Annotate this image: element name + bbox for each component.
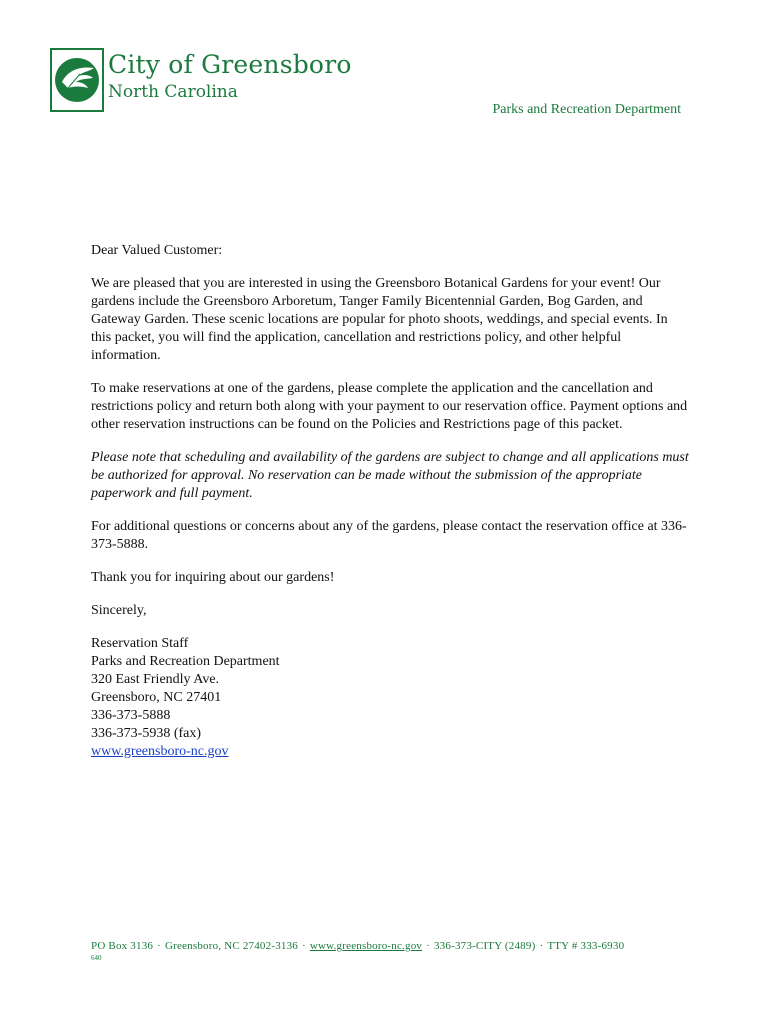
paragraph-reservations: To make reservations at one of the gardens, please complete the application and the cancellation and restrictions policy and return both along with your payment to our reservation office. Payment options and other reservation instructions can be found on the Policies and Restrictions page of this packet.	[91, 381, 688, 432]
salutation: Dear Valued Customer:	[91, 243, 223, 258]
signature-fax: 336-373-5938 (fax)	[91, 726, 202, 741]
website-link[interactable]: www.greensboro-nc.gov	[91, 744, 229, 759]
city-seal-icon	[50, 48, 104, 112]
footer-tty: TTY # 333-6930	[547, 940, 625, 952]
paragraph-intro: We are pleased that you are interested in using the Greensboro Botanical Gardens for your event! Our gardens include the Greensboro Arboretum, Tanger Family Bicentennial Garden, Bog Garden, and Gateway Garden. These scenic locations are popular for photo shoots, weddings, and special events. In this packet, you will find the application, cancellation and restrictions policy, and other helpful information.	[91, 276, 668, 363]
footer-separator: ·	[302, 940, 306, 952]
signature-phone: 336-373-5888	[91, 708, 171, 723]
footer-separator: ·	[157, 940, 161, 952]
logo-city-name: City of Greensboro	[108, 50, 352, 79]
footer-city: Greensboro, NC 27402-3136	[164, 940, 298, 952]
form-code: 640	[91, 954, 102, 962]
signature-block	[91, 635, 691, 761]
footer	[91, 940, 624, 952]
letter-body	[91, 242, 691, 761]
footer-website-link[interactable]: www.greensboro-nc.gov	[309, 940, 423, 952]
footer-phone: 336-373-CITY (2489)	[433, 940, 536, 952]
paragraph-note: Please note that scheduling and availability of the gardens are subject to change and all applications must be authorized for approval. No reservation can be made without the submission of the appropriate paperwork and full payment.	[91, 450, 689, 501]
signature-city: Greensboro, NC 27401	[91, 690, 222, 705]
signature-department: Parks and Recreation Department	[91, 654, 280, 669]
paragraph-contact: For additional questions or concerns about any of the gardens, please contact the reservation office at 336-373-5888.	[91, 519, 687, 552]
closing: Sincerely,	[91, 603, 147, 618]
paragraph-thanks: Thank you for inquiring about our gardens!	[91, 570, 335, 585]
signature-name: Reservation Staff	[91, 636, 189, 651]
signature-street: 320 East Friendly Ave.	[91, 672, 220, 687]
logo-state-name: North Carolina	[108, 82, 238, 102]
footer-separator: ·	[426, 940, 430, 952]
footer-address: PO Box 3136	[91, 940, 154, 952]
department-header: Parks and Recreation Department	[492, 102, 681, 117]
footer-separator: ·	[539, 940, 544, 952]
city-logo	[50, 48, 360, 114]
